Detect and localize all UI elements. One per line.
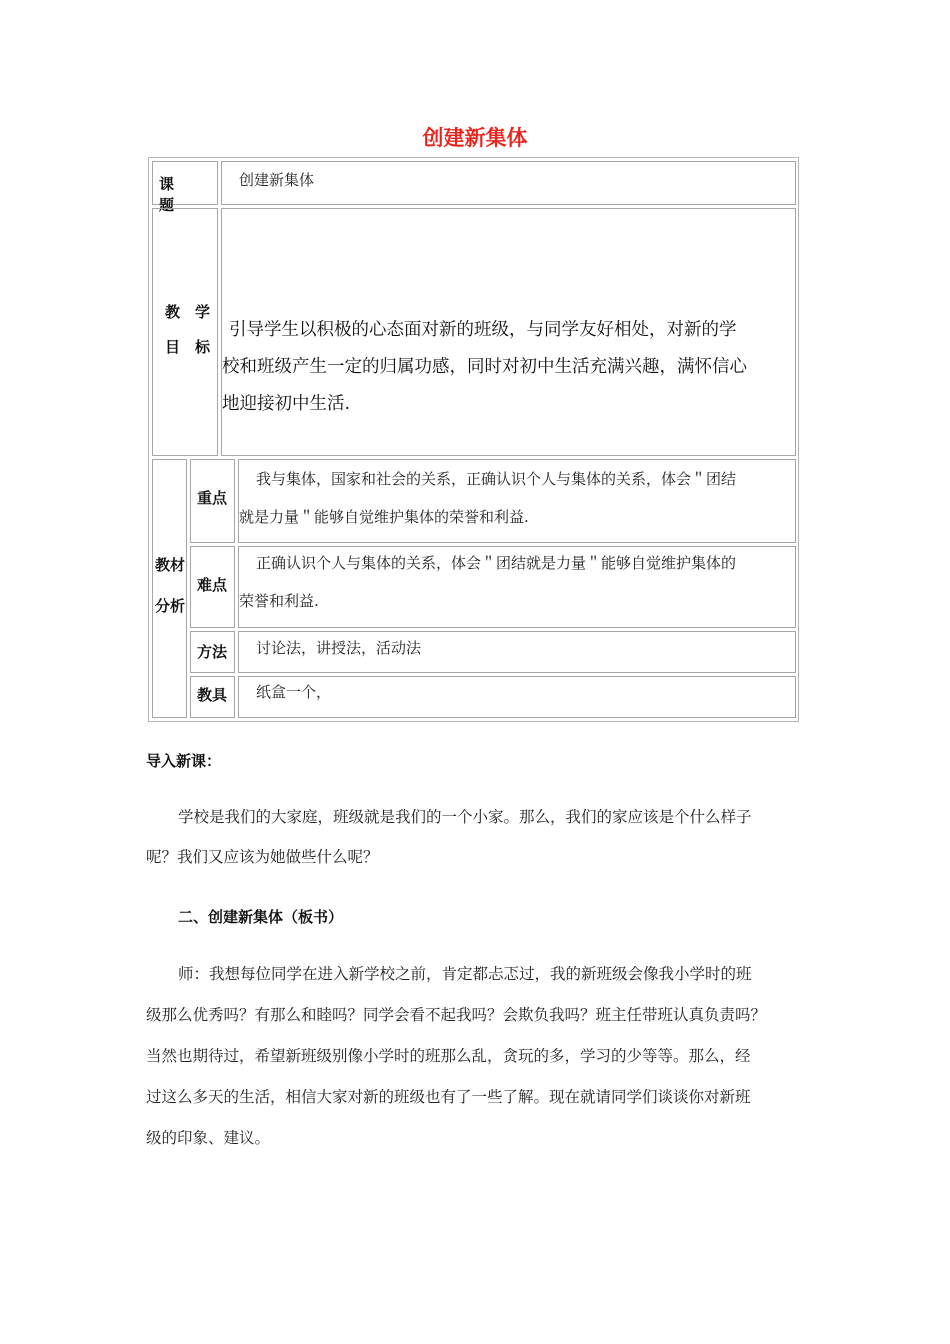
goals-content-cell (221, 208, 796, 456)
difficulty-label-cell (190, 546, 235, 628)
goals-label-cell (152, 208, 218, 456)
tools-label-cell (190, 676, 235, 718)
key-label: 重点 (197, 489, 228, 507)
key-label-cell (190, 459, 235, 543)
analysis-label-cell (152, 459, 187, 718)
topic-label-cell (152, 161, 218, 214)
goals-label-line2: 目 标 (165, 338, 211, 356)
method-label-cell (190, 631, 235, 673)
goals-line-1: 引导学生以积极的心态面对新的班级，与同学友好相处，对新的学 (229, 320, 737, 340)
difficulty-line-2: 荣誉和利益. (239, 592, 319, 610)
goals-line-2: 校和班级产生一定的归属功感，同时对初中生活充满兴趣，满怀信心 (222, 357, 747, 377)
analysis-label-line2: 分析 (155, 597, 186, 615)
tools-label: 教具 (197, 686, 228, 704)
key-line-2: 就是力量＂能够自觉维护集体的荣誉和利益. (239, 508, 529, 526)
method-content-cell (238, 631, 796, 673)
method-label: 方法 (197, 643, 228, 661)
key-line-1: 我与集体，国家和社会的关系，正确认识个人与集体的关系，体会＂团结 (256, 470, 737, 488)
page-title: 创建新集体 (422, 126, 528, 150)
tools-value: 纸盒一个， (256, 683, 332, 701)
goals-line-3: 地迎接初中生活. (222, 394, 351, 414)
section-line-3: 当然也期待过，希望新班级别像小学时的班那么乱，贪玩的多，学习的少等等。那么，经 (146, 1047, 751, 1065)
analysis-label-line1: 教材 (155, 556, 186, 574)
difficulty-label: 难点 (197, 576, 228, 594)
topic-value: 创建新集体 (239, 171, 315, 189)
section-heading: 二、创建新集体（板书） (178, 908, 344, 926)
tools-content-cell (238, 676, 796, 718)
section-line-2: 级那么优秀吗？有那么和睦吗？同学会看不起我吗？会欺负我吗？班主任带班认真负责吗？ (146, 1006, 767, 1024)
intro-line-1: 学校是我们的大家庭，班级就是我们的一个小家。那么，我们的家应该是个什么样子 (178, 808, 752, 826)
key-content-cell (238, 459, 796, 543)
topic-label: 课 题 (159, 175, 205, 214)
section-line-4: 过这么多天的生活，相信大家对新的班级也有了一些了解。现在就请同学们谈谈你对新班 (146, 1088, 751, 1106)
intro-heading: 导入新课： (146, 752, 222, 770)
intro-line-2: 呢？我们又应该为她做些什么呢？ (146, 848, 379, 866)
difficulty-content-cell (238, 546, 796, 628)
section-line-1: 师：我想每位同学在进入新学校之前，肯定都忐忑过，我的新班级会像我小学时的班 (178, 965, 752, 983)
method-value: 讨论法，讲授法，活动法 (256, 639, 422, 657)
difficulty-line-1: 正确认识个人与集体的关系，体会＂团结就是力量＂能够自觉维护集体的 (256, 554, 737, 572)
goals-label-line1: 教 学 (165, 303, 211, 321)
section-line-5: 级的印象、建议。 (146, 1129, 271, 1147)
topic-value-cell (221, 161, 796, 205)
